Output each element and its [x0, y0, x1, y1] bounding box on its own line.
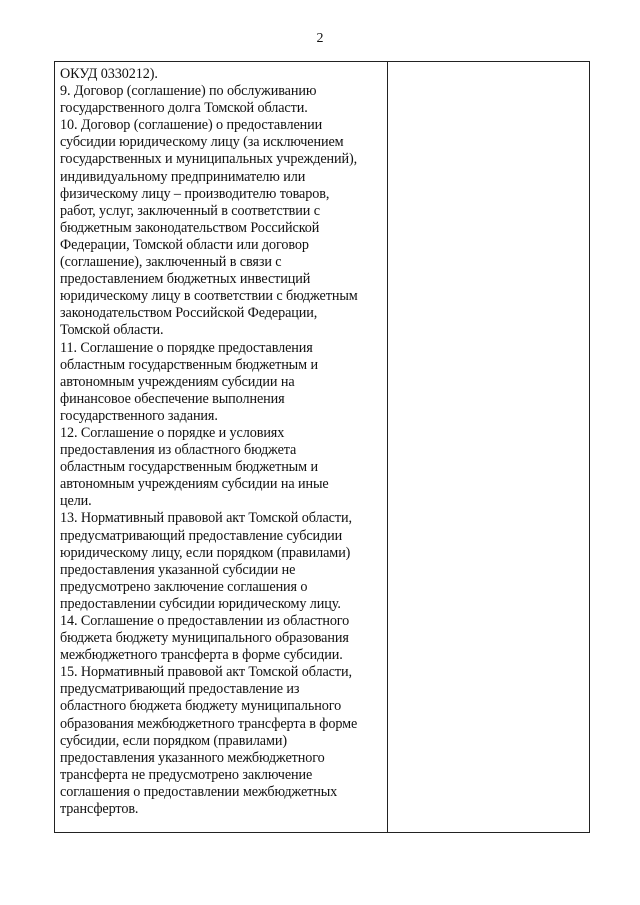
text-line: автономным учреждениям субсидии на иные	[60, 476, 329, 493]
text-line: Федерации, Томской области или договор	[60, 236, 309, 253]
text-line: предусмотрено заключение соглашения о	[60, 578, 308, 595]
text-line: областным государственным бюджетным и	[60, 356, 318, 373]
text-line: предоставления указанного межбюджетного	[60, 749, 325, 766]
text-line: юридическому лицу, если порядком (правилами)	[60, 544, 351, 561]
text-line: субсидии юридическому лицу (за исключением	[60, 134, 344, 151]
text-line: 13. Нормативный правовой акт Томской области,	[60, 510, 352, 527]
text-line: государственного задания.	[60, 407, 218, 424]
text-line: межбюджетного трансферта в форме субсидии.	[60, 647, 343, 664]
text-line: работ, услуг, заключенный в соответствии с	[60, 202, 320, 219]
text-line: предусматривающий предоставление субсидии	[60, 527, 343, 544]
text-line: областным государственным бюджетным и	[60, 459, 318, 476]
table-cell-left	[55, 62, 388, 832]
text-line: ОКУД 0330212).	[60, 66, 158, 82]
text-line: предоставлении субсидии юридическому лицу.	[60, 595, 341, 612]
text-line: 9. Договор (соглашение) по обслуживанию	[60, 83, 317, 100]
text-line: финансовое обеспечение выполнения	[60, 390, 285, 407]
text-line: 10. Договор (соглашение) о предоставлении	[60, 117, 323, 134]
text-line: субсидии, если порядком (правилами)	[60, 732, 288, 749]
text-line: предоставления из областного бюджета	[60, 442, 297, 459]
text-line: бюджета бюджету муниципального образования	[60, 630, 349, 647]
text-line: цели.	[60, 493, 92, 510]
text-line: физическому лицу – производителю товаров,	[60, 185, 330, 202]
text-line: предоставлением бюджетных инвестиций	[60, 271, 311, 288]
text-line: трансфертов.	[60, 801, 139, 818]
text-line: 14. Соглашение о предоставлении из областного	[60, 613, 350, 629]
table-cell-right	[388, 62, 589, 832]
text-line: индивидуальному предпринимателю или	[60, 168, 306, 185]
text-line: 11. Соглашение о порядке предоставления	[60, 339, 313, 356]
text-line: образования межбюджетного трансферта в форме	[60, 715, 358, 732]
page-number: 2	[316, 31, 324, 46]
text-line: 12. Соглашение о порядке и условиях	[60, 424, 285, 441]
text-line: государственного долга Томской области.	[60, 100, 308, 117]
text-line: соглашения о предоставлении межбюджетных	[60, 783, 338, 800]
text-line: юридическому лицу в соответствии с бюджетным	[60, 288, 358, 305]
text-line: государственных и муниципальных учреждений),	[60, 151, 358, 168]
text-line: 15. Нормативный правовой акт Томской области,	[60, 664, 352, 681]
text-line: законодательством Российской Федерации,	[60, 305, 318, 322]
text-line: предоставления указанной субсидии не	[60, 561, 296, 578]
text-line: (соглашение), заключенный в связи с	[60, 254, 282, 271]
text-line: автономным учреждениям субсидии на	[60, 373, 295, 390]
text-line: областного бюджета бюджету муниципального	[60, 698, 342, 715]
text-line: бюджетным законодательством Российской	[60, 219, 320, 236]
text-line: Томской области.	[60, 322, 164, 339]
text-line: предусматривающий предоставление из	[60, 681, 300, 698]
document-table	[54, 61, 590, 833]
text-line: трансферта не предусмотрено заключение	[60, 766, 313, 783]
